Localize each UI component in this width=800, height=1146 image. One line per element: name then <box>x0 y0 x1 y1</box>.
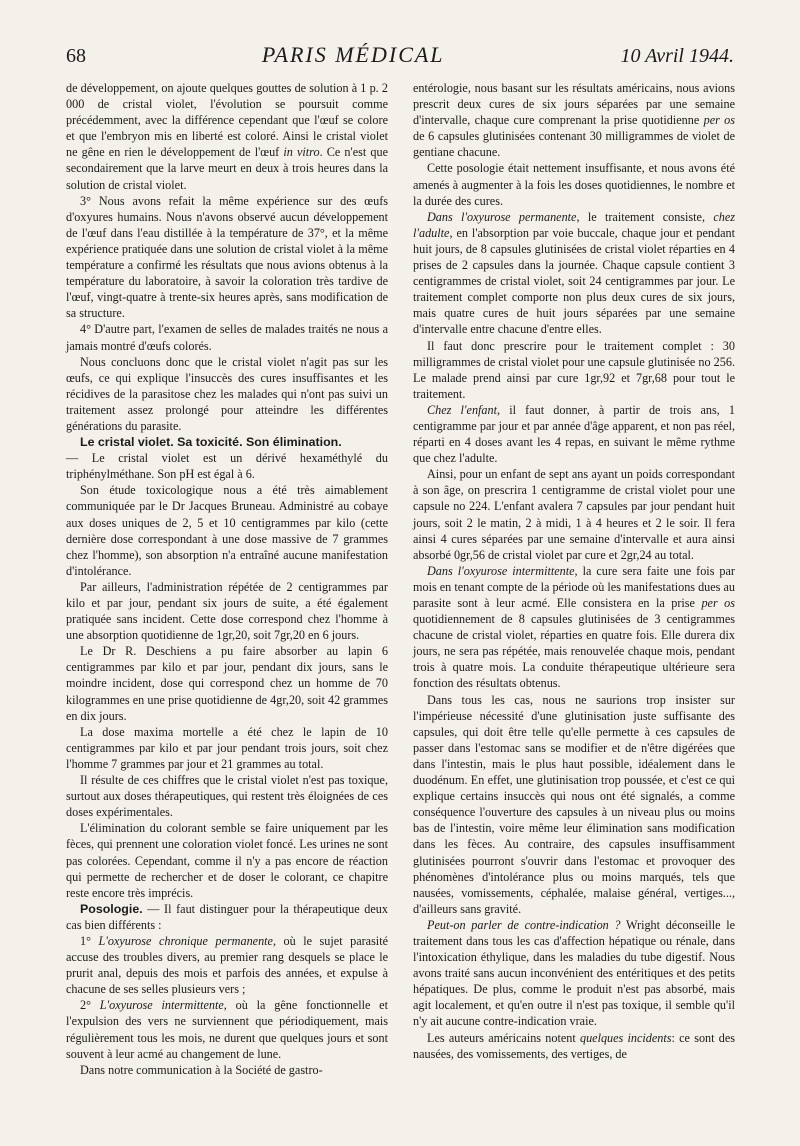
paragraph: de développement, on ajoute quelques gouttes de solution à 1 p. 2 000 de cristal violet, l'évolution se poursuit comme précédemment, avec la différence cependant que l'œuf se colore et que l'embryon mis en liberté est coloré. Ainsi le cristal violet ne gêne en rien le développement de l'œuf in vitro. Ce n'est que secondairement que la larve meurt en deux à trois heures dans la solution de cristal violet. <box>66 81 388 192</box>
paragraph: Il faut donc prescrire pour le traitement complet : 30 milligrammes de cristal violet pour une capsule glutinisée no 256. Le malade prend ainsi par cure 1gr,92 et 7gr,68 pour tout le traitement. <box>413 338 735 401</box>
paragraph: 1° L'oxyurose chronique permanente, où le sujet parasité accuse des troubles divers, au premier rang desquels se place le prurit anal, depuis des mois et parfois des années, et expulse à chacune de ses selles plusieurs vers ; <box>66 933 388 997</box>
paragraph: Dans tous les cas, nous ne saurions trop insister sur l'impérieuse nécessité d'une glutinisation juste suffisante des capsules, qui doit être telle qu'elle permette à ces capsules de passer dans l'estomac sans se modifier et de n'être digérées que dans l'intestin, mais le plus haut possible, idéalement dans le duodénum. En effet, une glutinisation trop poussée, et c'est ce qui explique certains insuccès qui nous ont été signalés, a comme conséquence l'ouverture des capsules à un niveau plus ou moins bas de l'intestin, voire même leur élimination sans modification dans les fèces. Au contraire, des capsules insuffisamment glutinisées pourront s'ouvrir dans l'estomac et provoquer des phénomènes d'intolérance plus ou moins marqués, tels que nausées, vomissements, céphalée, malaise général, vertiges..., d'ailleurs sans gravité. <box>413 692 735 916</box>
paragraph: Dans l'oxyurose intermittente, la cure sera faite une fois par mois en tenant compte de la période où les manifestations dues au parasite sont à leur acmé. Elle consistera en la prise per os quotidiennement de 8 capsules glutinisées de 3 centigrammes chacune de cristal violet, réparties en quatre fois. Elle durera dix jours, ne sera pas répétée, mais renouvelée chaque mois, pendant trois à quatre mois. La conduite thérapeutique ultérieure sera fonction des résultats obtenus. <box>413 563 736 691</box>
paragraph: Chez l'enfant, il faut donner, à partir de trois ans, 1 centigramme par jour et par année d'âge apparent, et non pas réel, réparti en 4 doses avant les 4 repas, en suivant le même rythme que chez l'adulte. <box>413 402 735 466</box>
right-column <box>413 80 735 1062</box>
paragraph: Cette posologie était nettement insuffisante, et nous avons été amenés à augmenter à la fois les doses quotidiennes, le nombre et la durée des cures. <box>413 161 735 208</box>
paragraph: Ainsi, pour un enfant de sept ans ayant un poids correspondant à son âge, on prescrira 1 centigramme de cristal violet pour une capsule no 224. L'enfant avalera 7 capsules par jour pendant huit jours, soit 2 le matin, 2 à midi, 1 à 4 heures et 2 le soir. Il fera ainsi 4 cures séparées par une semaine d'intervalle et aura ainsi absorbé 0gr,56 de cristal violet par cure et 2gr,24 au total. <box>413 467 735 562</box>
paragraph: Nous concluons donc que le cristal violet n'agit pas sur les œufs, ce qui explique l'insuccès des cures insuffisantes et les récidives de la parasitose chez les malades qui n'ont pas suivi un traitement assez prolongé pour atteindre les différentes générations du parasite. <box>66 354 388 433</box>
paragraph: 3° Nous avons refait la même expérience sur des œufs d'oxyures humains. Nous n'avons observé aucun développement de l'œuf dans l'eau distillée à la température de 37°, et la même expérience pratiquée dans une solution de cristal violet à la même température a confirmé les résultats que nous avions obtenus à la température du laboratoire, à savoir la coloration très tardive de l'œuf, vingt-quatre à trente-six heures après, sans modification de sa structure. <box>66 193 388 321</box>
paragraph: La dose maxima mortelle a été chez le lapin de 10 centigrammes par kilo et par jour pendant trois jours, soit chez l'homme 7 grammes par jour et 21 grammes au total. <box>66 724 388 771</box>
paragraph: Peut-on parler de contre-indication ? Wright déconseille le traitement dans tous les cas d'affection hépatique ou rénale, dans l'intoxication éthylique, dans les maladies du tube digestif. Nous avons traité sans aucun inconvénient des entéritiques et des petits hépatiques. De plus, comme le produit n'est pas absorbé, mais agit localement, et qu'en outre il n'est pas toxique, il semble qu'il n'y ait aucune contre-indication vraie. <box>413 917 735 1029</box>
paragraph: Dans notre communication à la Société de gastro- <box>80 1062 323 1077</box>
paragraph: — Le cristal violet est un dérivé hexaméthylé du triphénylméthane. Son pH est égal à 6. <box>66 451 388 482</box>
page-number: 68 <box>66 45 86 67</box>
paragraph: Le Dr R. Deschiens a pu faire absorber au lapin 6 centigrammes par kilo et par jour, pendant dix jours, sans le moindre incident, dose qui correspond chez un homme de 70 kilogrammes en une prise quotidienne de 4gr,20, soit 42 grammes en dix jours. <box>66 644 388 723</box>
paragraph: 4° D'autre part, l'examen de selles de malades traités ne nous a jamais montré d'œufs colorés. <box>66 322 388 353</box>
paragraph: Posologie. — Il faut distinguer pour la thérapeutique deux cas bien différents : <box>66 901 388 932</box>
left-column <box>66 80 388 1078</box>
paragraph: Par ailleurs, l'administration répétée de 2 centigrammes par kilo et par jour, pendant six jours de suite, a été également pratiquée sans incident. Cette dose correspond chez l'homme à une absorption quotidienne de 1gr,20, soit 7gr,20 en 6 jours. <box>66 579 388 643</box>
paragraph: L'élimination du colorant semble se faire uniquement par les fèces, qui prennent une coloration violet foncé. Les urines ne sont pas colorées. Cependant, comme il n'y a pas encore de réaction qui permette de rechercher et de doser le colorant, ce chapitre reste encore très imprécis. <box>66 821 388 900</box>
paragraph: entérologie, nous basant sur les résultats américains, nous avions prescrit deux cures de six jours séparées par une semaine d'intervalle, chaque cure comprenant la prise quotidienne per os de 6 capsules glutinisées contenant 30 milligrammes de violet de gentiane chacune. <box>413 81 736 160</box>
paragraph: Dans l'oxyurose permanente, le traitement consiste, chez l'adulte, en l'absorption par voie buccale, chaque jour et pendant huit jours, de 8 capsules glutinisées de cristal violet réparties en 4 prises de 2 capsules dans la journée. Chaque capsule contient 3 centigrammes de cristal violet, soit 24 centigrammes par jour. Le traitement complet comporte non plus deux cures de six jours, mais quatre cures de huit jours séparées par une semaine d'intervalle entre chacune d'entre elles. <box>413 209 735 337</box>
journal-title: PARIS MÉDICAL <box>261 42 445 67</box>
section-heading: Le cristal violet. Sa toxicité. Son élimination. <box>80 435 342 450</box>
paragraph: Les auteurs américains notent quelques incidents: ce sont des nausées, des vomissements, des vertiges, de <box>413 1030 735 1061</box>
posologie-heading: Posologie. <box>80 901 143 916</box>
paragraph: Son étude toxicologique nous a été très aimablement communiquée par le Dr Jacques Bruneau. Administré au cobaye aux doses uniques de 2, 5 et 10 centigrammes par kilo (cette dernière dose correspondant à une dose massive de 7 grammes chez l'homme), son absorption n'a entraîné aucune manifestation d'intolérance. <box>66 483 388 578</box>
page-header <box>66 42 734 72</box>
paragraph: 2° L'oxyurose intermittente, où la gêne fonctionnelle et l'expulsion des vers ne surviennent que périodiquement, mais régulièrement tous les mois, ne durent que quelques jours et sont souvent à leur acmé au changement de lune. <box>66 998 388 1061</box>
paragraph: Il résulte de ces chiffres que le cristal violet n'est pas toxique, surtout aux doses thérapeutiques, qui restent très éloignées de ces doses expérimentales. <box>66 773 388 820</box>
issue-date: 10 Avril 1944. <box>620 45 734 67</box>
